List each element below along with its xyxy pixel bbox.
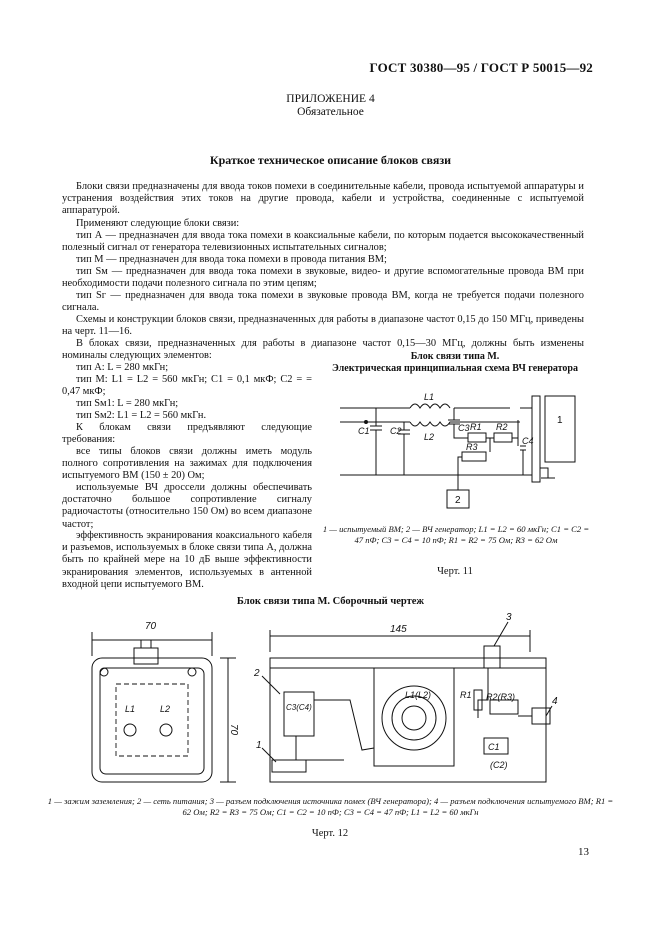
dim-width: 70 xyxy=(145,621,157,632)
requirement-shielding: эффективность экранирования коаксиального кабеля и разъемов, используемых в блоке связи типа А, должна быть по крайней мере на 10 дБ выше эффективности экранирования элементов, используемых в антенной входной цепи испытуемого ВМ. xyxy=(62,530,312,590)
label-side-c2: (C2) xyxy=(490,760,508,770)
label-l2: L2 xyxy=(424,432,435,442)
section-title: Краткое техническое описание блоков связи xyxy=(209,153,452,167)
paragraph-schemes: Схемы и конструкции блоков связи, предназначенных для работы в диапазоне частот 0,15 до 150 МГц, приведены на черт. 11—16. xyxy=(62,314,584,338)
callout-label-1: 1 xyxy=(256,740,262,751)
paragraph-type-sg: тип Sг — предназначен для ввода тока помехи в звуковые провода ВМ, когда не требуется подачи полезного сигнала. xyxy=(62,290,584,314)
ground-terminal xyxy=(272,760,306,772)
coil-inner xyxy=(402,706,426,730)
callout-label-3: 3 xyxy=(506,612,512,623)
label-c3c4: C3(C4) xyxy=(286,703,312,712)
paragraph-requirements: К блокам связи предъявляют следующие требования: xyxy=(62,422,312,446)
screw-right xyxy=(188,668,196,676)
label-c2: C2 xyxy=(390,426,402,436)
coil-housing xyxy=(374,668,454,766)
label-r1: R1 xyxy=(470,422,482,432)
width-dim-ticks xyxy=(92,632,212,656)
callout-1 xyxy=(262,748,276,762)
paragraph-intro: Блоки связи предназначены для ввода токов помехи в соединительные кабели, провода испытуемой аппаратуры и устранения воздействия этих токов на другие провода, кабели и устройства, соединенные с испытуемой аппаратурой. xyxy=(62,181,584,217)
terminal-right xyxy=(160,724,172,736)
c3-component xyxy=(284,692,314,736)
label-c4: C4 xyxy=(522,436,534,446)
front-connector-top xyxy=(141,640,151,648)
rating-type-sm1: тип Sм1: L = 280 мкГн; xyxy=(76,398,179,409)
label-front-l2: L2 xyxy=(160,704,171,714)
label-r2: R2 xyxy=(496,422,508,432)
label-c3: C3 xyxy=(458,423,470,433)
label-side-r2r3: R2(R3) xyxy=(486,692,516,702)
appendix-subtitle: Обязательное xyxy=(297,106,364,118)
label-side-l1l2: L1(L2) xyxy=(405,690,432,700)
callout-2 xyxy=(262,676,280,694)
dim-height: 70 xyxy=(228,724,239,736)
coil-middle xyxy=(392,696,436,740)
fig11-label: Черт. 11 xyxy=(437,566,473,577)
requirement-chokes: используемые ВЧ дроссели должны обеспечивать достаточно большое сопротивление сигналу радиочастоты (относительно 150 Ом) во всем диапазоне частот; xyxy=(62,482,312,530)
paragraph-type-a: тип А — предназначен для ввода тока помехи в коаксиальные кабели, по которым подается высококачественный полезный сигнал от генератора телевизионных испытательных сигналов; xyxy=(62,230,584,254)
label-front-l1: L1 xyxy=(125,704,136,714)
front-connector xyxy=(134,648,158,664)
fig12-legend: 1 — зажим заземления; 2 — сеть питания; 3 — разъем подключения источника помех (ВЧ генератора); 4 — разъем подключения испытуемого ВМ; R1 = 62 Ом; R2 = R3 = 75 Ом; C1 = C2 = 10 пФ; C3 = C4 = 47 пФ; L1 = L2 = 60 мкГн xyxy=(47,796,614,817)
dim-length: 145 xyxy=(390,624,407,635)
fig11-caption-line1: Блок связи типа М. xyxy=(410,351,500,362)
terminal-left xyxy=(124,724,136,736)
document-header: ГОСТ 30380—95 / ГОСТ Р 50015—92 xyxy=(369,60,593,75)
rating-type-a: тип А: L = 280 мкГн; xyxy=(76,362,169,373)
paragraph-types-intro: Применяют следующие блоки связи: xyxy=(76,218,240,229)
fig12-label: Черт. 12 xyxy=(311,828,349,839)
paragraph-type-sm: тип Sм — предназначен для ввода тока помехи в звуковые, видео- и другие вспомогательные провода ВМ при необходимости подачи полезного сигнала по этим цепям; xyxy=(62,266,584,290)
height-dim xyxy=(220,658,236,782)
paragraph-ratings: В блоках связи, предназначенных для работы в диапазоне частот 0,15—30 МГц, должны быть изменены номиналы следующих элементов: xyxy=(62,338,584,362)
device-connector xyxy=(532,708,550,724)
label-side-c1: C1 xyxy=(488,742,500,752)
box-front xyxy=(92,658,212,782)
requirement-impedance: все типы блоков связи должны иметь модуль полного сопротивления на зажимах для подключения испытуемого ВМ (150 ± 20) Ом; xyxy=(62,446,312,482)
r2r3-component xyxy=(490,700,518,714)
paragraph-type-m: тип М — предназначен для ввода тока помехи в провода питания ВМ; xyxy=(76,254,387,265)
label-r3: R3 xyxy=(466,442,478,452)
page-number: 13 xyxy=(578,846,589,858)
fig11-caption-line2: Электрическая принципиальная схема ВЧ генератора xyxy=(332,363,578,374)
callout-3 xyxy=(494,622,508,646)
fig12-title: Блок связи типа М. Сборочный чертеж xyxy=(236,596,425,607)
rating-type-m: тип М: L1 = L2 = 560 мкГн; C1 = 0,1 мкФ; C2 = = 0,47 мкФ; xyxy=(62,374,312,398)
rating-type-sm2: тип Sм2: L1 = L2 = 560 мкГн. xyxy=(76,410,207,421)
source-connector xyxy=(484,646,500,668)
appendix-title: ПРИЛОЖЕНИЕ 4 xyxy=(286,93,375,105)
screw-left xyxy=(100,668,108,676)
label-1: 1 xyxy=(557,415,563,426)
callout-label-2: 2 xyxy=(254,668,260,679)
label-2: 2 xyxy=(455,495,461,506)
label-c1: C1 xyxy=(358,426,370,436)
label-side-r1: R1 xyxy=(460,690,472,700)
callout-label-4: 4 xyxy=(552,696,558,707)
fig11-legend: 1 — испытуемый ВМ; 2 — ВЧ генератор; L1 = L2 = 60 мкГн; C1 = C2 = 47 пФ; C3 = C4 = 10 пФ; R1 = R2 = 75 Ом; R3 = 62 Ом xyxy=(322,524,590,545)
hidden-coil-area xyxy=(116,684,188,756)
label-l1: L1 xyxy=(424,392,435,402)
